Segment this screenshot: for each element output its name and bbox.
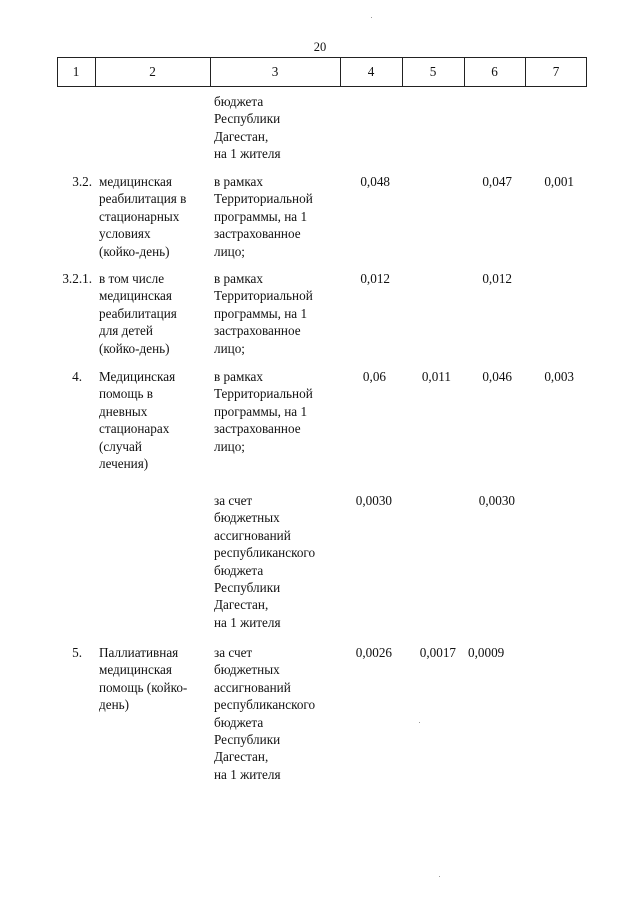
row-value-col4: 0,048 — [360, 174, 390, 189]
row-source-text: в рамках Территориальной программы, на 1 застрахованное лицо; — [214, 174, 313, 259]
row-number: 3.2.1. — [62, 271, 92, 286]
row-number: 3.2. — [72, 174, 92, 189]
row-source-text: за счет бюджетных ассигнований республиканского бюджета Республики Дагестан, на 1 жителя — [214, 493, 316, 630]
row-name-text: Паллиативная медицинская помощь (койко- день) — [99, 645, 188, 713]
header-col-5: 5 — [429, 64, 437, 79]
header-col-4: 4 — [367, 64, 375, 79]
row-source-text: бюджета Республики Дагестан, на 1 жителя — [214, 94, 281, 162]
row-number: 5. — [72, 645, 82, 660]
row-value-col7: 0,003 — [544, 369, 574, 384]
row-value-col4: 0,0026 — [355, 645, 392, 660]
row-source-text: в рамках Территориальной программы, на 1 застрахованное лицо; — [214, 369, 313, 454]
row-value-col6: 0,0030 — [478, 493, 515, 508]
row-value-col6: 0,046 — [482, 369, 512, 384]
row-value-col4: 0,0030 — [355, 493, 392, 508]
row-source-text: в рамках Территориальной программы, на 1 застрахованное лицо; — [214, 271, 313, 356]
header-col-3: 3 — [271, 64, 279, 79]
scan-speck — [371, 17, 372, 18]
scan-speck — [439, 876, 440, 877]
row-name-text: Медицинская помощь в дневных стационарах (случай лечения) — [99, 369, 176, 472]
scan-speck — [419, 722, 420, 723]
row-value-col6: 0,012 — [482, 271, 512, 286]
row-value-col6: 0,047 — [482, 174, 512, 189]
header-col-6: 6 — [491, 64, 498, 79]
table-header-row — [57, 57, 587, 87]
header-col-1: 1 — [72, 64, 80, 79]
row-number: 4. — [72, 369, 82, 384]
row-value-col5: 0,0017 — [419, 645, 456, 660]
row-value-col6: 0,0009 — [468, 645, 505, 660]
row-name-text: медицинская реабилитация в стационарных условиях (койко-день) — [99, 174, 187, 259]
row-value-col7: 0,001 — [544, 174, 574, 189]
header-col-7: 7 — [552, 64, 560, 79]
row-value-col5: 0,011 — [421, 369, 451, 384]
row-name-text: в том числе медицинская реабилитация для детей (койко-день) — [99, 271, 177, 356]
column-divider — [586, 58, 587, 86]
row-value-col4: 0,06 — [362, 369, 386, 384]
header-col-2: 2 — [149, 64, 156, 79]
row-source-text: за счет бюджетных ассигнований республиканского бюджета Республики Дагестан, на 1 жителя — [214, 645, 316, 782]
row-value-col4: 0,012 — [360, 271, 390, 286]
page-number: 20 — [313, 40, 327, 54]
